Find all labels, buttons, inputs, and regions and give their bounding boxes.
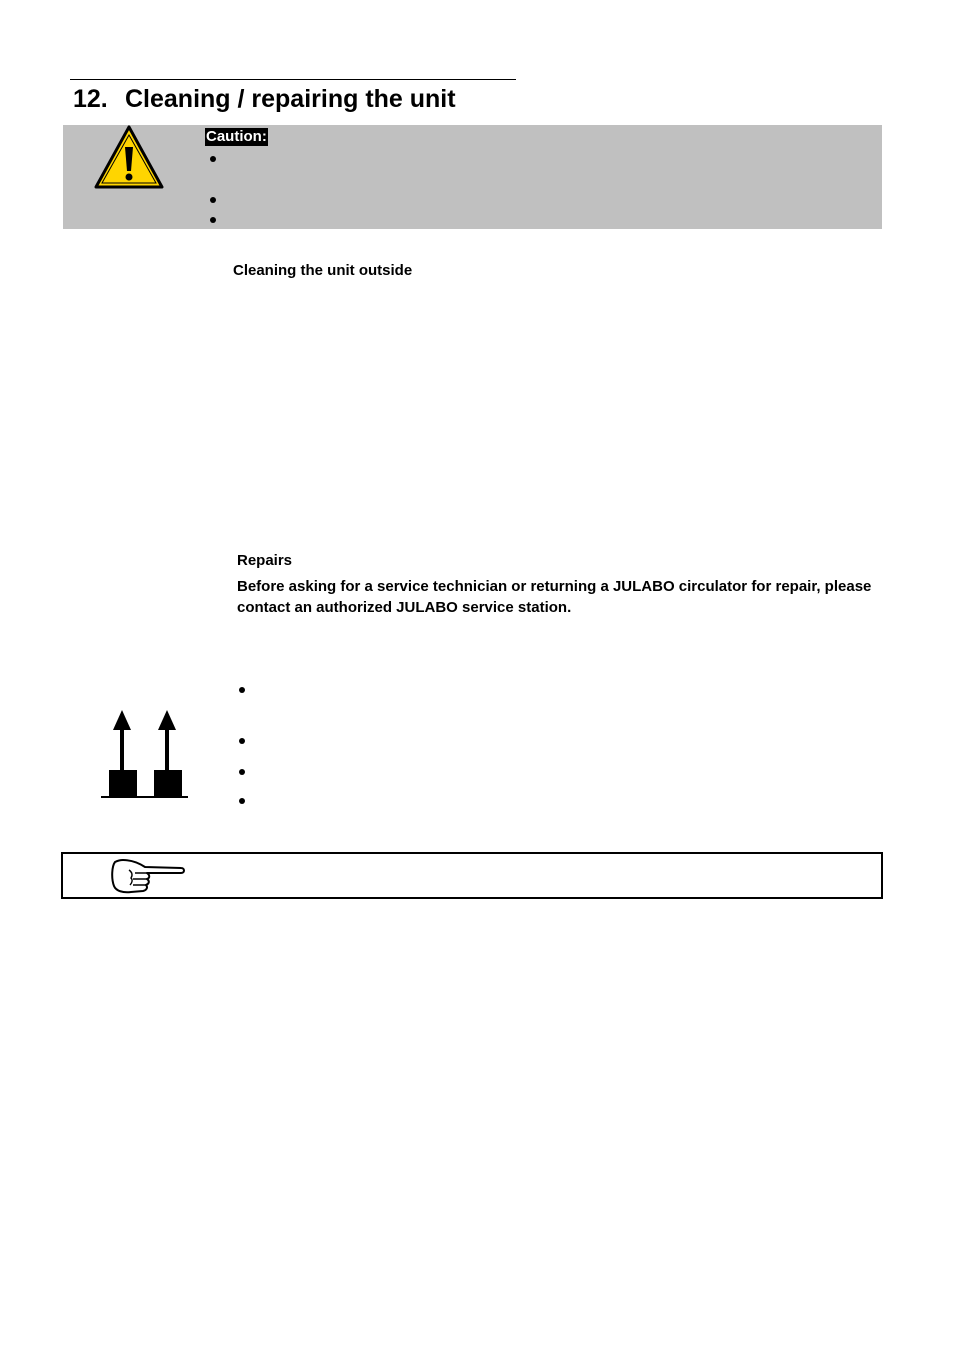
cleaning-heading: Cleaning the unit outside: [233, 262, 413, 279]
caution-label: Caution:: [206, 128, 267, 145]
list-bullet: [239, 769, 245, 775]
caution-box: [63, 125, 882, 229]
repairs-heading: Repairs: [237, 552, 293, 569]
note-box: [61, 852, 883, 899]
caution-bullet: [210, 217, 216, 223]
caution-bullet: [210, 156, 216, 162]
list-bullet: [239, 687, 245, 693]
caution-bullet: [210, 197, 216, 203]
section-title: Cleaning / repairing the unit: [125, 85, 456, 113]
page-title: [73, 85, 456, 114]
header-rule: [70, 79, 516, 80]
section-number: 12.: [73, 85, 108, 113]
repairs-text: Before asking for a service technician or returning a JULABO circulator for repair, please contact an authorized JULABO service station.: [237, 578, 872, 616]
warning-triangle-icon: [94, 125, 164, 189]
list-bullet: [239, 798, 245, 804]
list-bullet: [239, 738, 245, 744]
pointing-hand-icon: [109, 856, 185, 894]
this-side-up-arrows-icon: [100, 708, 190, 800]
